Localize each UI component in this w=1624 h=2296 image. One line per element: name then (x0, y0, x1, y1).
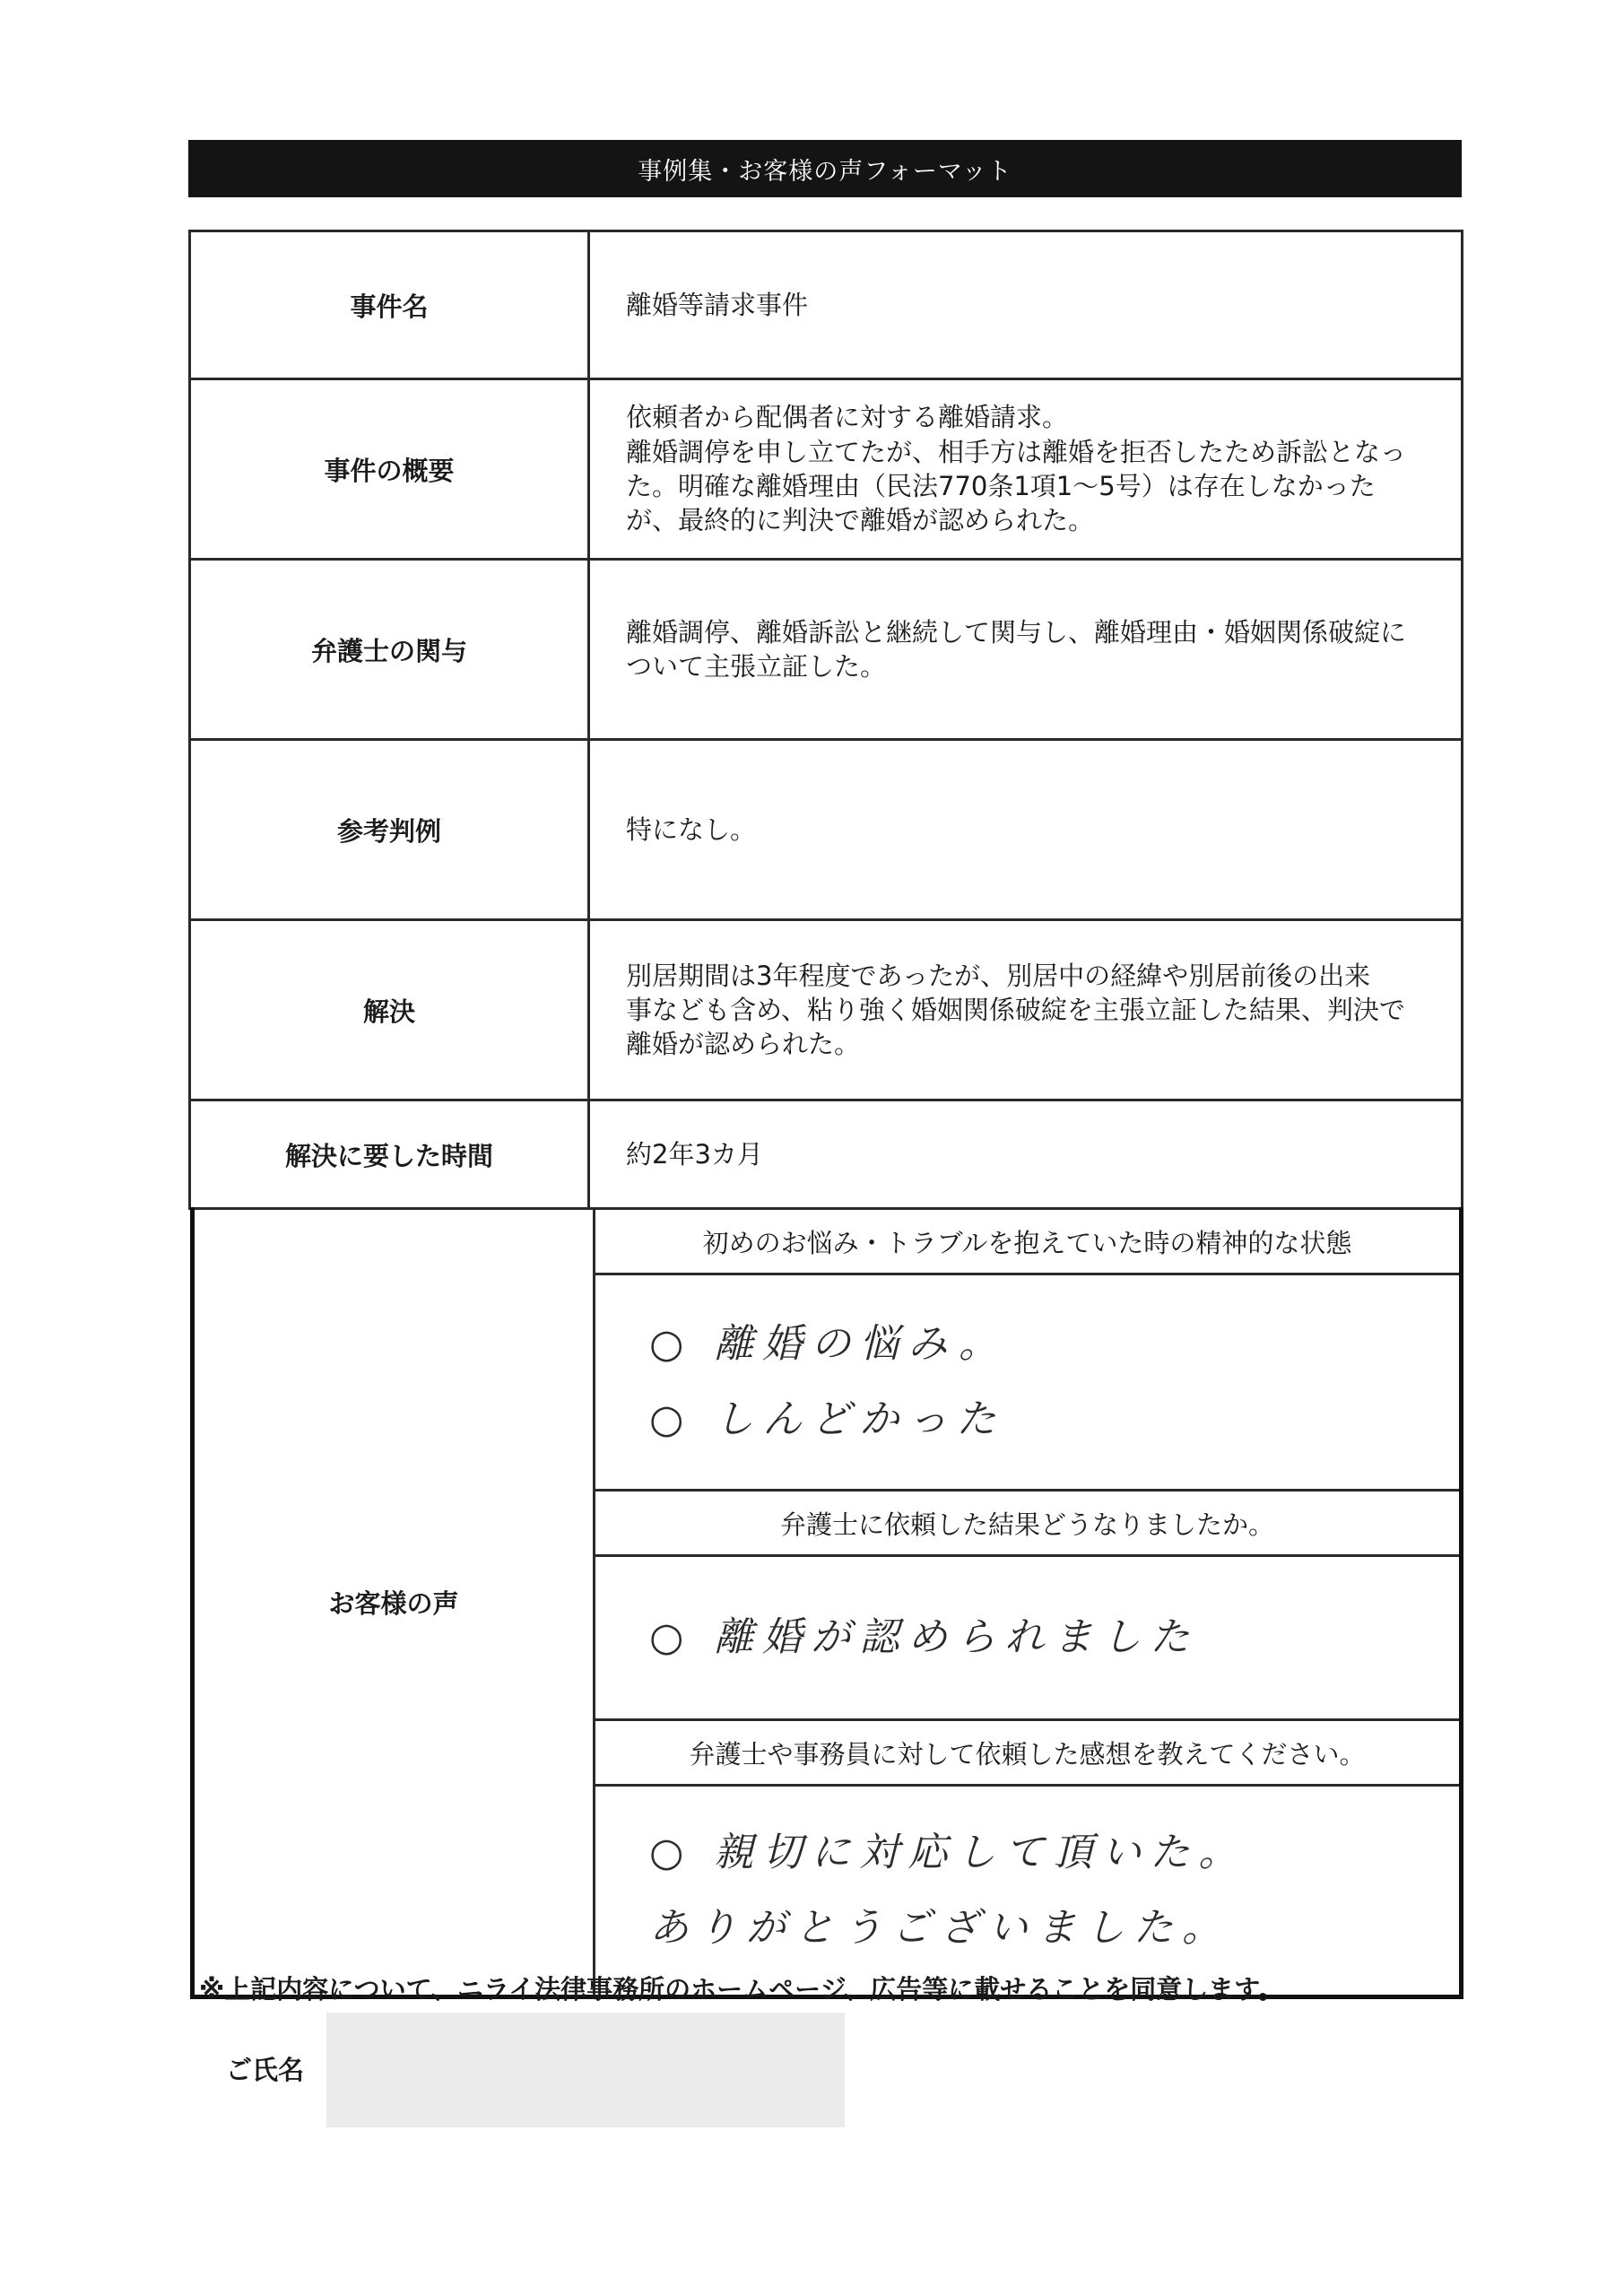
resolution-line: 別居期間は3年程度であったが、別居中の経緯や別居前後の出来 (626, 960, 1371, 991)
handwritten-line: ○ 離婚が認められました (649, 1614, 1199, 1661)
case-info-table (188, 230, 1463, 1210)
resolution-label: 解決 (190, 920, 589, 1100)
question-result: 弁護士に依頼した結果どうなりましたか。 (595, 1491, 1462, 1556)
row-case-name (190, 231, 1463, 379)
handwritten-line: ○ 親切に対応して頂いた。 (649, 1830, 1247, 1876)
name-label: ご氏名 (226, 2055, 305, 2085)
resolution-line: 離婚が認められた。 (626, 1029, 861, 1060)
case-name-label: 事件名 (190, 231, 589, 379)
resolution-line: 事なども含め、粘り強く婚姻関係破綻を主張立証した結果、判決で (626, 994, 1405, 1025)
handwritten-line: ありがとうございました。 (649, 1905, 1230, 1951)
summary-line: が、最終的に判決で離婚が認められた。 (626, 505, 1095, 536)
case-name-value: 離婚等請求事件 (589, 231, 1463, 379)
row-case-summary (190, 379, 1463, 560)
role-line: ついて主張立証した。 (626, 651, 887, 682)
redacted-name-field (326, 2013, 845, 2127)
answer-initial-state (595, 1274, 1462, 1491)
handwritten-line: ○ 離婚の悩み。 (649, 1321, 1008, 1368)
question-initial-state: 初めのお悩み・トラブルを抱えていた時の精神的な状態 (595, 1209, 1462, 1274)
row-lawyer-role (190, 560, 1463, 740)
lawyer-role-value (589, 560, 1463, 740)
role-line: 離婚調停、離婚訴訟と継続して関与し、離婚理由・婚姻関係破綻に (626, 616, 1407, 648)
case-summary-value (589, 379, 1463, 560)
row-duration (190, 1100, 1463, 1209)
customer-voice-label: お客様の声 (193, 1209, 595, 1997)
precedent-label: 参考判例 (190, 740, 589, 920)
question-impression: 弁護士や事務員に対して依頼した感想を教えてください。 (595, 1720, 1462, 1786)
summary-line: た。明確な離婚理由（民法770条1項1～5号）は存在しなかった (626, 471, 1376, 501)
consent-note: ※上記内容について、ニライ法律事務所のホームページ、広告等に載せることを同意します。 (199, 1974, 1284, 2005)
answer-result (595, 1556, 1462, 1720)
answer-impression (595, 1786, 1462, 1997)
summary-line: 依頼者から配偶者に対する離婚請求。 (626, 402, 1069, 433)
row-resolution (190, 920, 1463, 1100)
case-summary-label: 事件の概要 (190, 379, 589, 560)
form-title: 事例集・お客様の声フォーマット (188, 140, 1462, 197)
lawyer-role-label: 弁護士の関与 (190, 560, 589, 740)
row-precedent (190, 740, 1463, 920)
customer-voice-table (190, 1207, 1463, 1999)
precedent-value: 特になし。 (589, 740, 1463, 920)
duration-value: 約2年3カ月 (589, 1100, 1463, 1209)
resolution-value (589, 920, 1463, 1100)
summary-line: 離婚調停を申し立てたが、相手方は離婚を拒否したため訴訟となっ (626, 436, 1407, 467)
handwritten-line: ○ しんどかった (649, 1396, 1005, 1442)
duration-label: 解決に要した時間 (190, 1100, 589, 1209)
